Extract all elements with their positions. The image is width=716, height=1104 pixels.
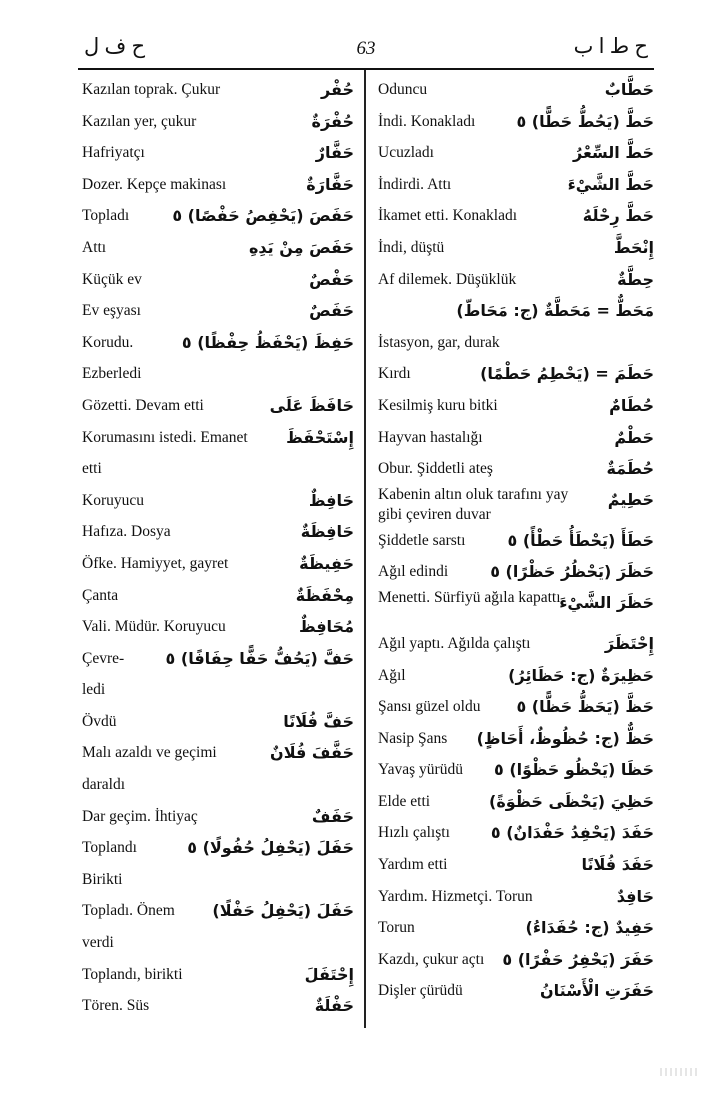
turkish-meaning: Ezberledi (82, 365, 142, 383)
turkish-meaning: Hayvan hastalığı (378, 428, 483, 446)
arabic-headword: حُطَمَةٌ (606, 459, 654, 479)
turkish-meaning: Koruyucu (82, 491, 144, 509)
dictionary-entry (378, 169, 654, 201)
turkish-meaning: Korudu. (82, 333, 134, 351)
arabic-headword: حَظِيرَةٌ (ج: حَظَائِرُ) (508, 665, 654, 685)
dictionary-entry (82, 264, 354, 296)
arabic-headword: حَفَلَ (يَحْفِلُ حُفُولًا) ٥ (187, 838, 354, 858)
arabic-headword: حَفِظَ (يَحْفَظُ حِفْظًا) ٥ (181, 332, 354, 352)
arabic-headword: حَظَرَ (يَحْظُرُ حَظْرًا) ٥ (490, 562, 654, 582)
dictionary-entry (378, 723, 654, 755)
turkish-meaning: Menetti. Sürfiyü ağıla kapattı (378, 588, 561, 606)
turkish-meaning: Kesilmiş kuru bitki (378, 396, 498, 414)
dictionary-entry (82, 801, 354, 833)
dictionary-entry (378, 74, 654, 106)
arabic-headword: حَفَصَ مِنْ يَدِهِ (248, 237, 354, 257)
header-left-letters: ح ف ل (84, 34, 146, 58)
turkish-meaning: Hafıza. Dosya (82, 523, 171, 541)
turkish-meaning: İndirdi. Attı (378, 175, 452, 193)
scan-smudge (660, 1068, 700, 1076)
arabic-headword: حَافِظَةٌ (300, 522, 354, 542)
dictionary-entry (82, 422, 354, 454)
arabic-headword: حَفَدَ فُلَانًا (581, 855, 654, 875)
dictionary-entry (82, 674, 354, 706)
dictionary-entry (82, 200, 354, 232)
dictionary-entry (378, 912, 654, 944)
turkish-meaning: Dişler çürüdü (378, 982, 463, 1000)
page-header (80, 30, 652, 66)
dictionary-entry (378, 556, 654, 588)
turkish-meaning: Oduncu (378, 81, 428, 98)
turkish-meaning: Ağıl edindi (378, 563, 449, 581)
arabic-headword: حَطَمَ = (يَحْطِمُ حَطْمًا) (480, 364, 654, 384)
dictionary-entry (378, 200, 654, 232)
arabic-headword: إِحْتَظَرَ (604, 633, 654, 653)
arabic-headword: حَطِيمٌ (607, 489, 654, 509)
dictionary-entry (378, 295, 654, 327)
turkish-meaning: Övdü (82, 712, 117, 730)
dictionary-entry (82, 990, 354, 1022)
arabic-headword: حَفَّ فُلَانًا (283, 711, 354, 731)
dictionary-entry (82, 106, 354, 138)
turkish-meaning: İkamet etti. Konakladı (378, 207, 518, 225)
dictionary-entry (82, 580, 354, 612)
dictionary-entry (82, 74, 354, 106)
header-rule (78, 68, 654, 70)
turkish-meaning: Elde etti (378, 792, 431, 810)
arabic-headword: مَحَطٌّ = مَحَطَّةٌ (ج: مَحَاطّ) (456, 301, 654, 321)
dictionary-entry (82, 516, 354, 548)
arabic-headword: حَفَفٌ (311, 806, 354, 826)
turkish-meaning: Malı azaldı ve geçimi (82, 744, 217, 762)
dictionary-entry (378, 786, 654, 818)
dictionary-entry (82, 832, 354, 864)
turkish-meaning: Torun (378, 919, 415, 937)
turkish-meaning: etti (82, 460, 102, 478)
arabic-headword: حَفْلَةٌ (314, 996, 354, 1016)
dictionary-entry (378, 817, 654, 849)
dictionary-entry (82, 390, 354, 422)
arabic-headword: حَظَّ (يَحَظُّ حَظًّا) ٥ (516, 697, 654, 717)
turkish-meaning: Toplandı, birikti (82, 965, 183, 983)
arabic-headword: حَظٌّ (ج: حُظُوظٌ، أَحَاظٍ) (476, 728, 654, 748)
arabic-headword: حَفَلَ (يَحْفِلُ حَفْلًا) (212, 901, 354, 921)
turkish-meaning: Yardım etti (378, 856, 448, 874)
turkish-meaning: Küçük ev (82, 270, 142, 288)
arabic-headword: حَطْمٌ (614, 427, 654, 447)
turkish-meaning: Gözetti. Devam etti (82, 396, 204, 414)
turkish-meaning: Obur. Şiddetli ateş (378, 460, 493, 478)
turkish-meaning: İndi. Konakladı (378, 112, 476, 130)
arabic-headword: إِسْتَحْفَظَ (286, 427, 354, 447)
dictionary-entry (378, 390, 654, 422)
arabic-headword: حِطَّةٌ (617, 269, 654, 289)
dictionary-entry (82, 358, 354, 390)
arabic-headword: حَفَرَتِ الْأَسْنَانُ (540, 981, 654, 1001)
turkish-meaning: Ağıl (378, 666, 406, 684)
turkish-meaning: Kazılan toprak. Çukur (82, 81, 221, 98)
dictionary-entry (82, 137, 354, 169)
dictionary-entry (82, 643, 354, 675)
arabic-headword: مِحْفَظَةٌ (295, 585, 354, 605)
arabic-headword: حَظَا (يَحْظُو حَظْوًا) ٥ (493, 760, 654, 780)
turkish-meaning: Çanta (82, 586, 119, 604)
dictionary-entry (82, 927, 354, 959)
arabic-headword: حَطَّ (يَحُطُّ حَطًّا) ٥ (516, 111, 654, 131)
turkish-meaning: Çevre- (82, 649, 125, 667)
arabic-headword: حَفَرَ (يَحْفِرُ حَفْرًا) ٥ (502, 949, 654, 969)
dictionary-entry (378, 106, 654, 138)
dictionary-entry (378, 691, 654, 723)
arabic-headword: حُفْرَةٌ (311, 111, 354, 131)
dictionary-entry (82, 485, 354, 517)
turkish-meaning: İstasyon, gar, durak (378, 333, 500, 351)
turkish-meaning: Af dilemek. Düşüklük (378, 270, 517, 288)
dictionary-entry (378, 881, 654, 913)
arabic-headword: حَافِدٌ (616, 886, 654, 906)
arabic-headword: حَافَظَ عَلَى (269, 395, 354, 415)
arabic-headword: حَفِيظَةٌ (299, 553, 354, 573)
dictionary-entry (378, 975, 654, 1007)
dictionary-entry (82, 327, 354, 359)
turkish-meaning: Topladı (82, 207, 130, 225)
dictionary-entry (378, 628, 654, 660)
dictionary-entry (82, 864, 354, 896)
turkish-meaning: Birikti (82, 870, 123, 888)
dictionary-entry (82, 769, 354, 801)
arabic-headword: إِنْحَطَّ (613, 237, 654, 257)
dictionary-entry (82, 895, 354, 927)
header-right-letters: ح ط ا ب (573, 34, 648, 58)
dictionary-entry (378, 232, 654, 264)
dictionary-entry (378, 264, 654, 296)
arabic-headword: حَفِيدٌ (ج: حُفَدَاءُ) (525, 918, 654, 938)
arabic-headword: حَفْصٌ (309, 269, 354, 289)
arabic-headword: حَطَّابٌ (604, 80, 654, 99)
arabic-headword: حَافِظٌ (308, 490, 354, 510)
turkish-meaning: Şiddetle sarstı (378, 531, 466, 549)
turkish-meaning: Toplandı (82, 839, 137, 857)
arabic-headword: حَطَّ الشَّيْءَ (567, 174, 654, 194)
arabic-headword: حَطَأَ (يَحْطَأُ حَطْأً) ٥ (507, 530, 654, 550)
dictionary-entry (378, 358, 654, 390)
arabic-headword: حَظِيَ (يَحْظَى حَظْوَةً) (489, 791, 654, 811)
column-divider (364, 70, 366, 1028)
dictionary-entry (82, 453, 354, 485)
turkish-meaning: Yavaş yürüdü (378, 761, 463, 779)
turkish-meaning: Ucuzladı (378, 144, 434, 162)
turkish-meaning: Nasip Şans (378, 729, 448, 747)
turkish-meaning: Topladı. Önem (82, 902, 175, 920)
dictionary-entry (378, 525, 654, 557)
arabic-headword: حَفَّارَةٌ (306, 174, 354, 194)
dictionary-entry (82, 232, 354, 264)
turkish-meaning: Kabenin altın oluk tarafını yay gibi çeviren duvar (378, 485, 569, 523)
turkish-meaning: daraldı (82, 776, 126, 794)
turkish-meaning: Yardım. Hizmetçi. Torun (378, 887, 533, 905)
arabic-headword: حَطَّ رِحْلَهُ (582, 206, 654, 226)
dictionary-entry (378, 660, 654, 692)
dictionary-entry (378, 327, 654, 359)
turkish-meaning: Korumasını istedi. Emanet (82, 428, 248, 446)
turkish-meaning: ledi (82, 681, 106, 699)
turkish-meaning: verdi (82, 934, 114, 952)
dictionary-entry (378, 485, 654, 525)
arabic-headword: حُطَامٌ (609, 395, 654, 415)
dictionary-entry (378, 453, 654, 485)
dictionary-entry (82, 295, 354, 327)
left-column (82, 74, 354, 1022)
arabic-headword: حَفَدَ (يَحْفِدُ حَفْدَانٌ) ٥ (490, 823, 654, 843)
turkish-meaning: Kırdı (378, 365, 411, 383)
arabic-headword: حَظَرَ الشَّيْءَ (559, 592, 654, 612)
dictionary-entry (378, 849, 654, 881)
turkish-meaning: Şansı güzel oldu (378, 698, 481, 716)
turkish-meaning: Dar geçim. İhtiyaç (82, 807, 198, 825)
arabic-headword: حَطَّ السِّعْرُ (573, 143, 654, 163)
turkish-meaning: Hızlı çalıştı (378, 824, 450, 842)
turkish-meaning: Hafriyatçı (82, 144, 145, 162)
dictionary-entry (378, 588, 654, 628)
turkish-meaning: Attı (82, 238, 107, 256)
arabic-headword: حَفَّارٌ (315, 143, 354, 163)
dictionary-entry (378, 137, 654, 169)
arabic-headword: حَفَصَ (يَحْفِصُ حَفْصًا) ٥ (172, 206, 354, 226)
turkish-meaning: Kazdı, çukur açtı (378, 950, 485, 968)
arabic-headword: إِحْتَفَلَ (304, 964, 354, 984)
page-number: 63 (356, 38, 376, 59)
turkish-meaning: Ağıl yaptı. Ağılda çalıştı (378, 634, 531, 652)
dictionary-entry (82, 548, 354, 580)
dictionary-entry (378, 944, 654, 976)
turkish-meaning: Ev eşyası (82, 302, 141, 320)
arabic-headword: مُحَافِظٌ (298, 617, 354, 637)
turkish-meaning: İndi, düştü (378, 238, 445, 256)
turkish-meaning: Vali. Müdür. Koruyucu (82, 618, 226, 636)
dictionary-entry (378, 422, 654, 454)
dictionary-entry (82, 611, 354, 643)
dictionary-entry (82, 706, 354, 738)
turkish-meaning: Kazılan yer, çukur (82, 112, 197, 130)
dictionary-entry (82, 169, 354, 201)
turkish-meaning: Tören. Süs (82, 997, 150, 1015)
arabic-headword: حُفْر (321, 80, 354, 99)
arabic-headword: حَفَّفَ فُلَانٌ (270, 743, 354, 763)
dictionary-entry (82, 737, 354, 769)
arabic-headword: حَفَصٌ (309, 301, 354, 321)
dictionary-entry (82, 959, 354, 991)
dictionary-entry (378, 754, 654, 786)
turkish-meaning: Dozer. Kepçe makinası (82, 175, 227, 193)
right-column (378, 74, 654, 1007)
turkish-meaning: Öfke. Hamiyyet, gayret (82, 554, 229, 572)
arabic-headword: حَفَّ (يَحُفُّ حَفًّا حِفَافًا) ٥ (165, 648, 354, 668)
